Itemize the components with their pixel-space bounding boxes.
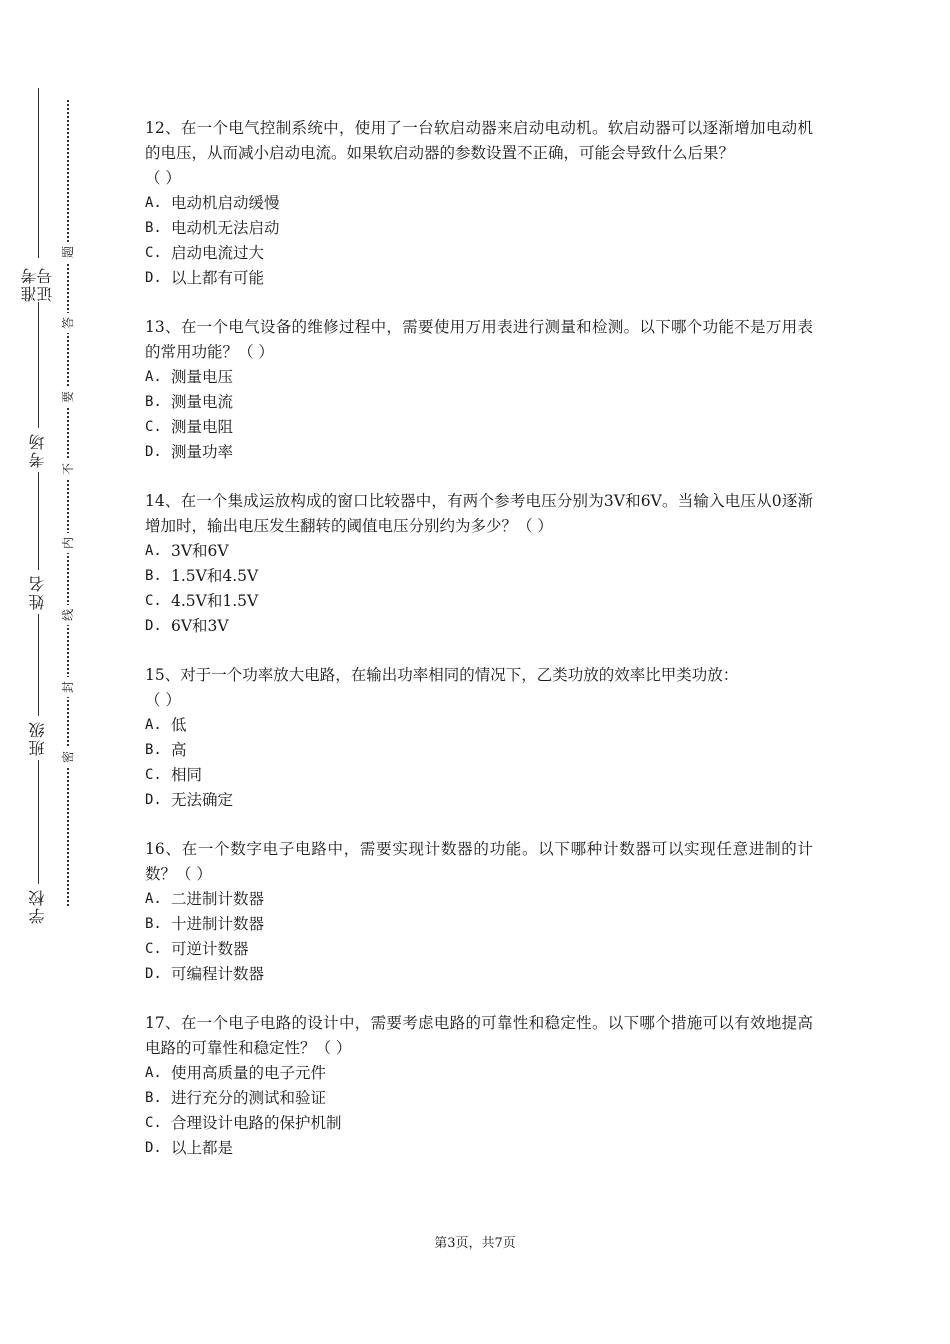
option-b bbox=[145, 912, 813, 937]
option-a bbox=[145, 539, 813, 564]
option-text: 进行充分的测试和验证 bbox=[171, 1089, 327, 1107]
option-text: 1.5V和4.5V bbox=[171, 567, 259, 585]
option-d bbox=[145, 614, 813, 639]
option-b bbox=[145, 738, 813, 763]
option-letter: D. bbox=[145, 1140, 162, 1156]
option-c bbox=[145, 589, 813, 614]
option-c bbox=[145, 1111, 813, 1136]
binding-margin bbox=[0, 0, 110, 1344]
option-letter: B. bbox=[145, 916, 162, 932]
option-text: 可编程计数器 bbox=[171, 965, 265, 983]
option-a bbox=[145, 365, 813, 390]
seal-char: 线 bbox=[59, 605, 77, 625]
option-letter: A. bbox=[145, 195, 162, 211]
option-letter: C. bbox=[145, 245, 162, 261]
option-letter: D. bbox=[145, 792, 162, 808]
field-name: 姓名 bbox=[18, 570, 58, 614]
option-letter: C. bbox=[145, 1115, 162, 1131]
option-text: 二进制计数器 bbox=[171, 890, 265, 908]
option-text: 以上都有可能 bbox=[171, 269, 265, 287]
field-exam-number: 准考证号 bbox=[18, 258, 58, 302]
question-17 bbox=[145, 1011, 813, 1161]
option-letter: C. bbox=[145, 941, 162, 957]
question-stem: 16、在一个数字电子电路中，需要实现计数器的功能。以下哪种计数器可以实现任意进制的计数？（ ） bbox=[145, 840, 813, 883]
seal-char: 要 bbox=[59, 387, 77, 407]
option-text: 使用高质量的电子元件 bbox=[171, 1064, 327, 1082]
fill-line bbox=[38, 88, 39, 924]
option-a bbox=[145, 713, 813, 738]
option-a bbox=[145, 1061, 813, 1086]
seal-dotted-line bbox=[67, 100, 69, 906]
page-number: 第3页，共7页 bbox=[434, 1236, 516, 1251]
field-school: 学校 bbox=[18, 884, 58, 928]
option-c bbox=[145, 415, 813, 440]
option-d bbox=[145, 440, 813, 465]
option-letter: A. bbox=[145, 369, 162, 385]
option-d bbox=[145, 266, 813, 291]
option-b bbox=[145, 1086, 813, 1111]
option-a bbox=[145, 191, 813, 216]
option-letter: D. bbox=[145, 444, 162, 460]
answer-parenthesis: （ ） bbox=[145, 691, 181, 709]
option-c bbox=[145, 763, 813, 788]
seal-char: 题 bbox=[59, 242, 77, 262]
option-text: 测量电压 bbox=[171, 368, 234, 386]
option-text: 以上都是 bbox=[171, 1139, 234, 1157]
option-d bbox=[145, 962, 813, 987]
option-text: 可逆计数器 bbox=[171, 940, 249, 958]
option-letter: A. bbox=[145, 1065, 162, 1081]
option-text: 低 bbox=[171, 716, 187, 734]
option-text: 电动机启动缓慢 bbox=[171, 194, 280, 212]
question-12 bbox=[145, 116, 813, 291]
option-text: 测量电阻 bbox=[171, 418, 234, 436]
question-stem: 12、在一个电气控制系统中，使用了一台软启动器来启动电动机。软启动器可以逐渐增加电动机的电压，从而减小启动电流。如果软启动器的参数设置不正确，可能会导致什么后果？ bbox=[145, 119, 813, 162]
seal-char: 内 bbox=[59, 533, 77, 553]
option-text: 6V和3V bbox=[171, 617, 229, 635]
option-letter: B. bbox=[145, 742, 162, 758]
option-letter: B. bbox=[145, 568, 162, 584]
option-text: 合理设计电路的保护机制 bbox=[171, 1114, 342, 1132]
field-class: 班级 bbox=[18, 716, 58, 760]
option-c bbox=[145, 241, 813, 266]
seal-char: 不 bbox=[59, 459, 77, 479]
option-c bbox=[145, 937, 813, 962]
option-letter: C. bbox=[145, 593, 162, 609]
option-d bbox=[145, 788, 813, 813]
question-stem: 13、在一个电气设备的维修过程中，需要使用万用表进行测量和检测。以下哪个功能不是万用表的常用功能？（ ） bbox=[145, 318, 813, 361]
question-16 bbox=[145, 837, 813, 987]
question-list bbox=[145, 116, 813, 1185]
question-stem: 17、在一个电子电路的设计中，需要考虑电路的可靠性和稳定性。以下哪个措施可以有效地提高电路的可靠性和稳定性？（ ） bbox=[145, 1014, 813, 1057]
field-exam-room: 考场 bbox=[18, 428, 58, 472]
question-13 bbox=[145, 315, 813, 465]
question-stem: 15、对于一个功率放大电路，在输出功率相同的情况下，乙类功放的效率比甲类功放： bbox=[145, 666, 739, 684]
seal-char: 密 bbox=[59, 747, 77, 767]
option-letter: D. bbox=[145, 270, 162, 286]
option-b bbox=[145, 564, 813, 589]
option-letter: A. bbox=[145, 717, 162, 733]
option-letter: A. bbox=[145, 891, 162, 907]
option-text: 3V和6V bbox=[171, 542, 229, 560]
option-text: 4.5V和1.5V bbox=[171, 592, 259, 610]
option-letter: D. bbox=[145, 966, 162, 982]
question-stem: 14、在一个集成运放构成的窗口比较器中，有两个参考电压分别为3V和6V。当输入电压从0逐渐增加时，输出电压发生翻转的阈值电压分别约为多少？（ ） bbox=[145, 492, 813, 535]
option-text: 无法确定 bbox=[171, 791, 234, 809]
seal-char: 答 bbox=[59, 313, 77, 333]
option-b bbox=[145, 390, 813, 415]
option-text: 高 bbox=[171, 741, 187, 759]
option-text: 相同 bbox=[171, 766, 203, 784]
answer-parenthesis: （ ） bbox=[145, 169, 181, 187]
option-letter: B. bbox=[145, 394, 162, 410]
option-letter: B. bbox=[145, 1090, 162, 1106]
option-letter: A. bbox=[145, 543, 162, 559]
option-text: 启动电流过大 bbox=[171, 244, 265, 262]
option-d bbox=[145, 1136, 813, 1161]
option-letter: D. bbox=[145, 618, 162, 634]
seal-char: 封 bbox=[59, 677, 77, 697]
option-text: 测量电流 bbox=[171, 393, 234, 411]
option-letter: B. bbox=[145, 220, 162, 236]
question-14 bbox=[145, 489, 813, 639]
option-b bbox=[145, 216, 813, 241]
option-a bbox=[145, 887, 813, 912]
option-letter: C. bbox=[145, 419, 162, 435]
question-15 bbox=[145, 663, 813, 813]
option-letter: C. bbox=[145, 767, 162, 783]
option-text: 测量功率 bbox=[171, 443, 234, 461]
option-text: 十进制计数器 bbox=[171, 915, 265, 933]
option-text: 电动机无法启动 bbox=[171, 219, 280, 237]
